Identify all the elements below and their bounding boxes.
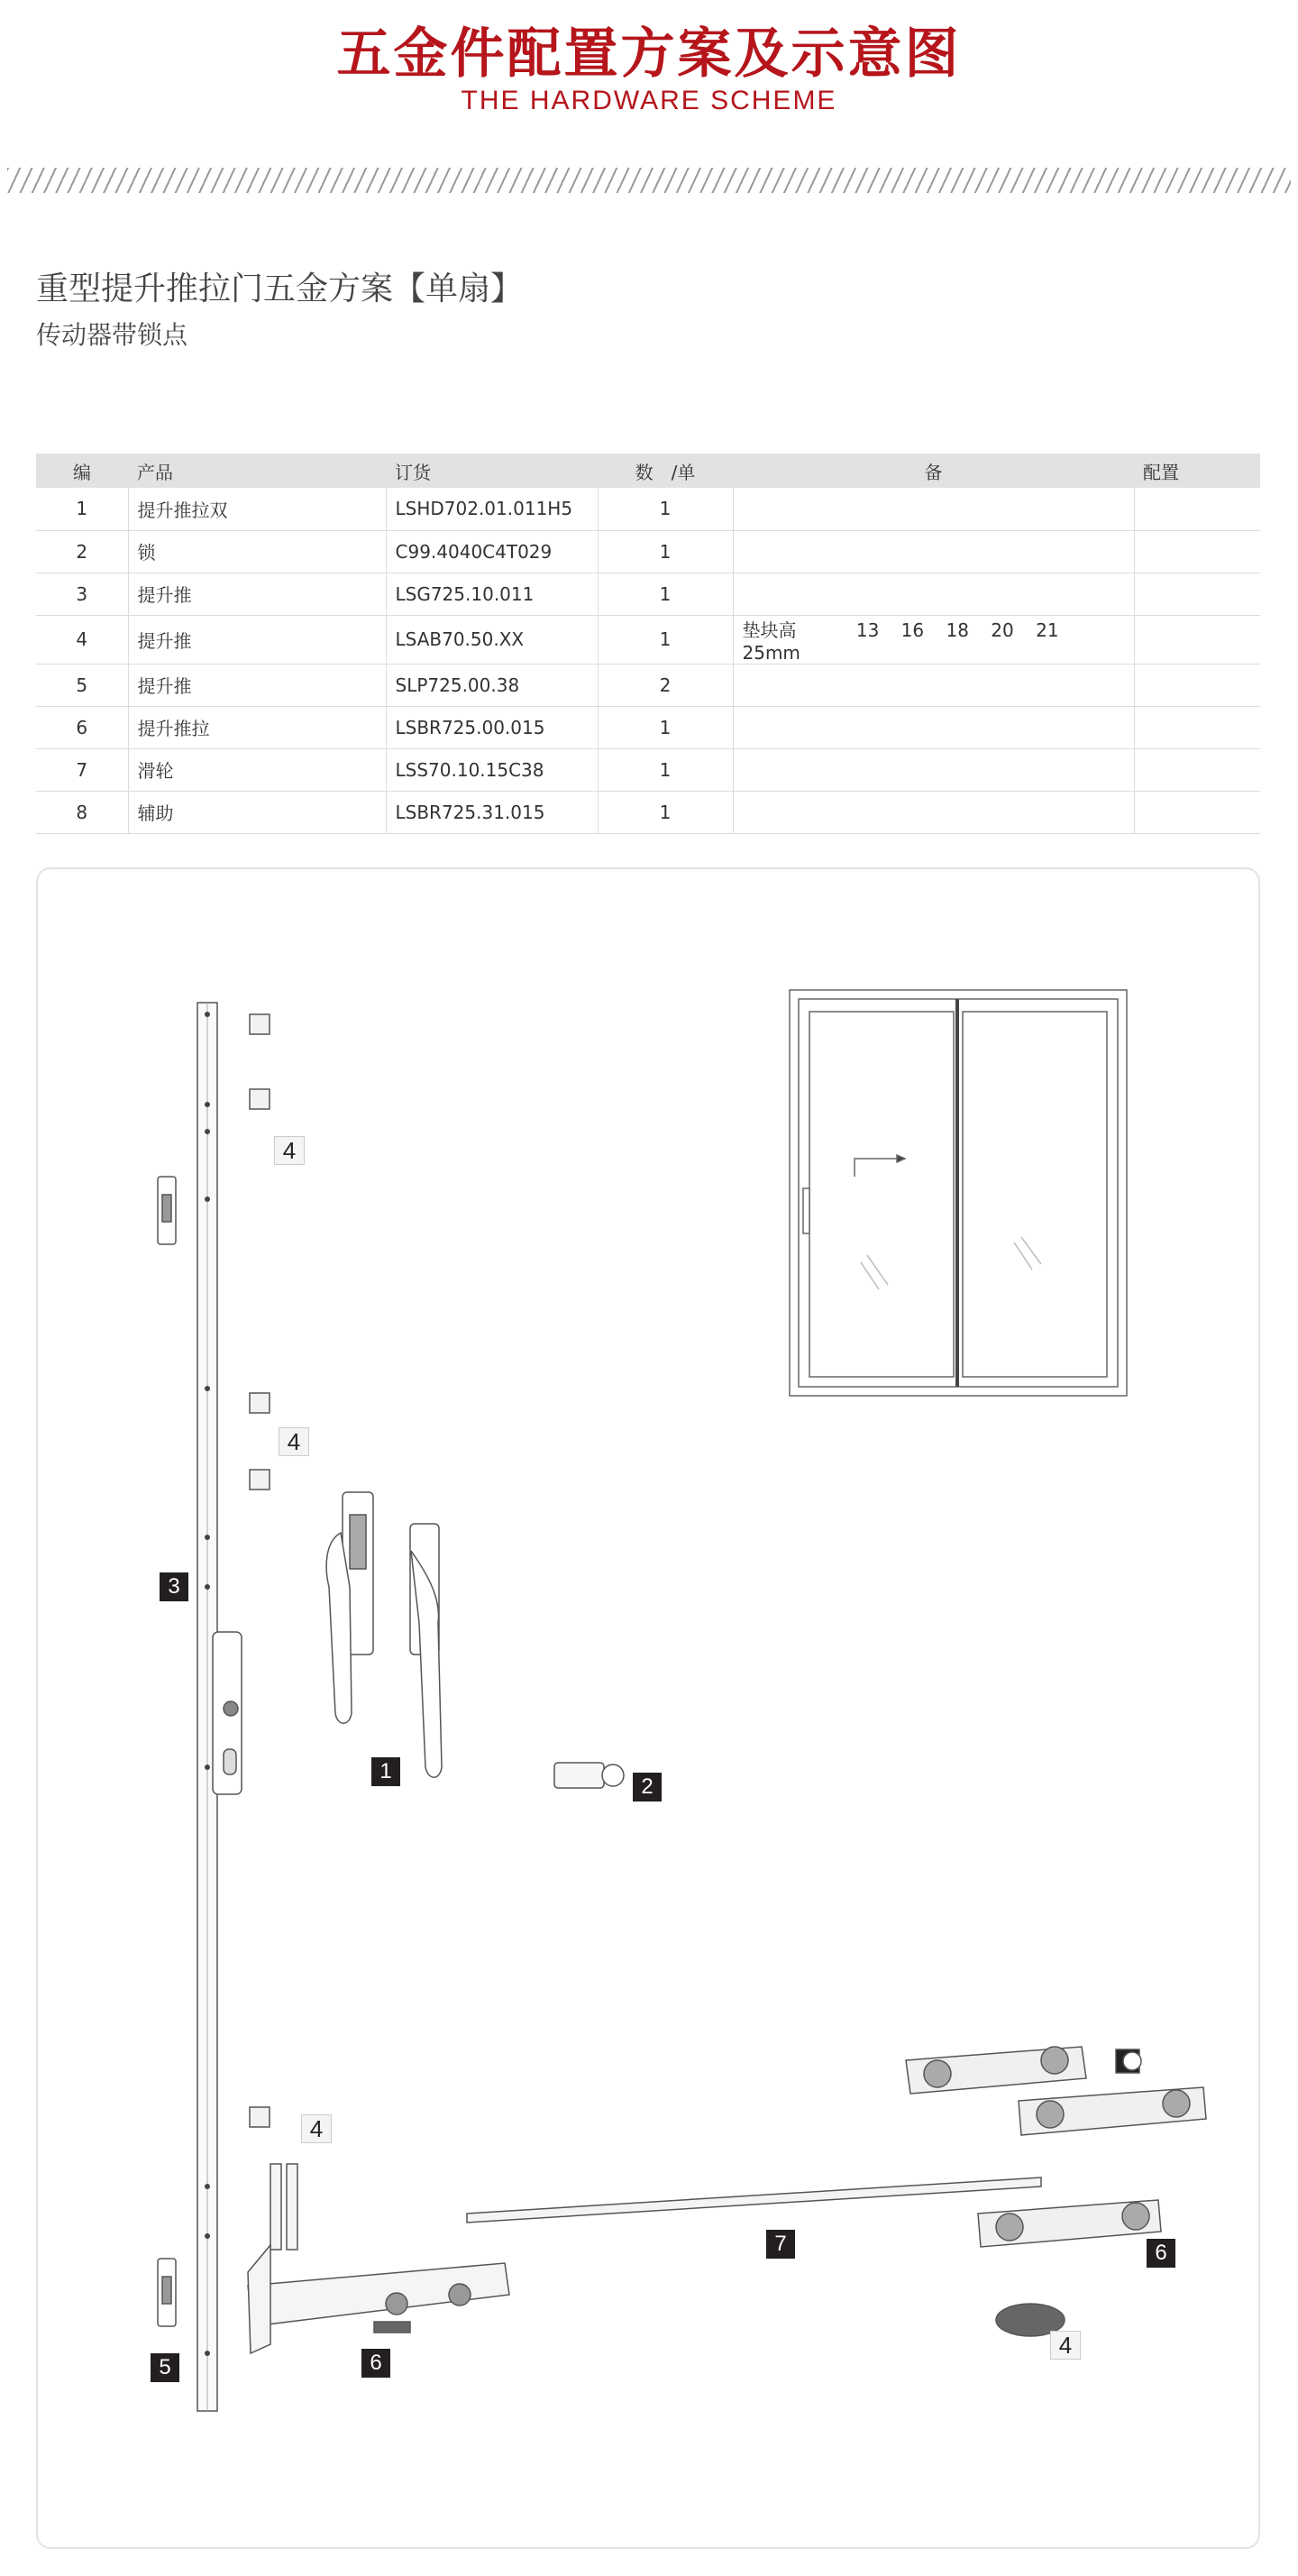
cell-qty: 1 bbox=[598, 530, 733, 573]
spacer-block bbox=[250, 2107, 270, 2127]
cell-no: 3 bbox=[36, 573, 128, 615]
cell-product: 提升推 bbox=[128, 664, 386, 706]
cell-product: 提升推 bbox=[128, 615, 386, 664]
cell-order: C99.4040C4T029 bbox=[386, 530, 598, 573]
cell-no: 2 bbox=[36, 530, 128, 573]
col-header-config: 配置 bbox=[1134, 454, 1260, 488]
label-4: 4 bbox=[274, 1136, 305, 1165]
connecting-rod bbox=[467, 2177, 1041, 2223]
handle-set bbox=[326, 1492, 442, 1777]
lock-cylinder bbox=[554, 1763, 624, 1788]
label-1: 1 bbox=[371, 1757, 400, 1786]
cell-product: 提升推拉 bbox=[128, 706, 386, 748]
cell-qty: 1 bbox=[598, 488, 733, 530]
col-header-note: 备 bbox=[733, 454, 1134, 488]
spacer-block bbox=[250, 1089, 270, 1109]
note-value: 16 bbox=[900, 619, 925, 641]
cell-order: LSBR725.31.015 bbox=[386, 791, 598, 833]
cell-product: 滑轮 bbox=[128, 748, 386, 791]
sliding-door-illustration bbox=[790, 990, 1127, 1396]
cell-product: 辅助 bbox=[128, 791, 386, 833]
roller-carriage bbox=[906, 2047, 1206, 2247]
cell-no: 1 bbox=[36, 488, 128, 530]
label-6: 6 bbox=[361, 2349, 390, 2378]
label-3: 3 bbox=[160, 1572, 188, 1601]
label-7: 7 bbox=[766, 2230, 795, 2259]
page-subtitle: THE HARDWARE SCHEME bbox=[461, 86, 837, 115]
spacer-block bbox=[250, 1393, 270, 1413]
label-2: 2 bbox=[633, 1773, 662, 1801]
cell-order: LSG725.10.011 bbox=[386, 573, 598, 615]
col-header-no: 编 bbox=[36, 454, 128, 488]
label-4: 4 bbox=[279, 1427, 309, 1456]
cell-no: 4 bbox=[36, 615, 128, 664]
cell-order: LSS70.10.15C38 bbox=[386, 748, 598, 791]
lift-gear-bottom bbox=[248, 2164, 509, 2353]
cell-order: LSHD702.01.011H5 bbox=[386, 488, 598, 530]
note-value: 25mm bbox=[742, 641, 800, 664]
page-title: 五金件配置方案及示意图 bbox=[336, 23, 962, 86]
cell-order: LSAB70.50.XX bbox=[386, 615, 598, 664]
label-4: 4 bbox=[301, 2114, 332, 2143]
note-value: 13 bbox=[855, 619, 880, 641]
col-header-order: 订货 bbox=[386, 454, 598, 488]
label-6: 6 bbox=[1147, 2239, 1175, 2268]
note-value: 21 bbox=[1036, 619, 1059, 641]
cell-no: 6 bbox=[36, 706, 128, 748]
col-header-product: 产品 bbox=[128, 454, 386, 488]
section-title: 重型提升推拉门五金方案【单扇】 bbox=[36, 270, 524, 307]
cell-product: 提升推拉双 bbox=[128, 488, 386, 530]
label-5: 5 bbox=[151, 2353, 179, 2382]
cell-qty: 1 bbox=[598, 706, 733, 748]
cell-product: 锁 bbox=[128, 530, 386, 573]
cell-product: 提升推 bbox=[128, 573, 386, 615]
cell-no: 7 bbox=[36, 748, 128, 791]
cell-no: 5 bbox=[36, 664, 128, 706]
cell-order: LSBR725.00.015 bbox=[386, 706, 598, 748]
col-header-qty: 数 /单 bbox=[598, 454, 733, 488]
note-value: 20 bbox=[991, 619, 1014, 641]
note-value: 18 bbox=[946, 619, 969, 641]
note-label: 垫块高 bbox=[742, 619, 797, 641]
spacer-block bbox=[250, 1470, 270, 1490]
cell-qty: 2 bbox=[598, 664, 733, 706]
section-subtitle: 传动器带锁点 bbox=[36, 320, 188, 350]
cell-qty: 1 bbox=[598, 615, 733, 664]
cell-order: SLP725.00.38 bbox=[386, 664, 598, 706]
label-4: 4 bbox=[1050, 2331, 1081, 2360]
cell-no: 8 bbox=[36, 791, 128, 833]
cell-qty: 1 bbox=[598, 791, 733, 833]
spacer-block bbox=[250, 1014, 270, 1034]
cell-qty: 1 bbox=[598, 748, 733, 791]
cell-qty: 1 bbox=[598, 573, 733, 615]
